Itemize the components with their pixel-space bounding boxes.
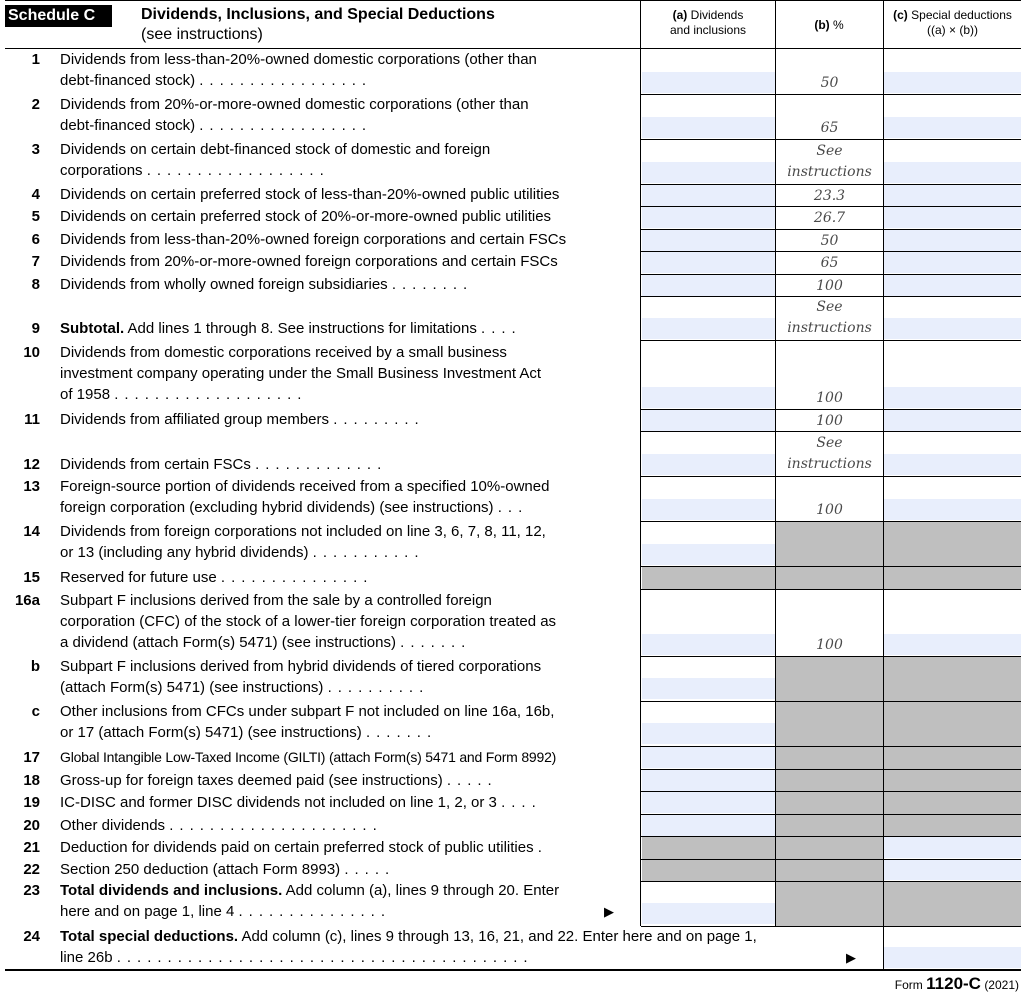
l16a-col-c-input[interactable] <box>884 634 1021 655</box>
l6-col-a-input[interactable] <box>642 230 775 251</box>
bottom-rule <box>5 969 1021 971</box>
l16b-shaded <box>776 656 1021 701</box>
line-6-number: 6 <box>31 231 40 248</box>
l13-col-a-input[interactable] <box>642 499 775 520</box>
l12-pct-line2: instructions <box>787 456 872 472</box>
line-16c-number: c <box>31 703 40 720</box>
line-16a-number: 16a <box>14 592 40 609</box>
line-3-number: 3 <box>31 141 40 158</box>
l1-col-c-input[interactable] <box>884 72 1021 93</box>
line-21-text: Deduction for dividends paid on certain preferred stock of public utilities . <box>60 839 548 856</box>
line-23-text: Total dividends and inclusions. Add column (a), lines 9 through 20. Enter here and on page 1, line 4 ............... <box>60 882 560 920</box>
form-footer: Form 1120-C (2021) <box>894 974 1019 993</box>
line-7-number: 7 <box>31 253 40 270</box>
l19-shaded <box>776 791 1021 814</box>
l3-col-c-input[interactable] <box>884 162 1021 183</box>
l22-shaded <box>642 859 884 881</box>
line-12-text: Dividends from certain FSCs ............. <box>60 456 388 473</box>
l16a-pct: 100 <box>816 637 843 653</box>
line-15-text: Reserved for future use ............... <box>60 569 374 586</box>
line-16b-number: b <box>30 658 40 675</box>
line-5-text: Dividends on certain preferred stock of 20%-or-more-owned public utilities <box>60 208 552 225</box>
l23-col-a-input[interactable] <box>642 903 775 924</box>
l16c-col-a-input[interactable] <box>642 723 775 744</box>
l19-col-a-input[interactable] <box>642 792 775 813</box>
l6-pct: 50 <box>820 233 839 249</box>
l2-col-a-input[interactable] <box>642 117 775 138</box>
line-15-number: 15 <box>23 569 40 586</box>
line-7-text: Dividends from 20%-or-more-owned foreign corporations and certain FSCs <box>60 253 558 270</box>
line-11-text: Dividends from affiliated group members ......... <box>60 411 425 428</box>
l14-col-a-input[interactable] <box>642 544 775 565</box>
line-17-number: 17 <box>23 749 40 766</box>
l17-shaded <box>776 746 1021 769</box>
l18-shaded <box>776 769 1021 792</box>
l21-col-c-input[interactable] <box>884 837 1021 858</box>
l13-col-c-input[interactable] <box>884 499 1021 520</box>
line-5-number: 5 <box>31 208 40 225</box>
l9-col-c-input[interactable] <box>884 318 1021 339</box>
schedule-subtitle: (see instructions) <box>141 26 263 43</box>
line-8-text: Dividends from wholly owned foreign subsidiaries ........ <box>60 276 474 293</box>
line-19-text: IC-DISC and former DISC dividends not included on line 1, 2, or 3 .... <box>60 794 542 811</box>
line-9-text: Subtotal. Add lines 1 through 8. See instructions for limitations .... <box>60 320 522 337</box>
l12-col-a-input[interactable] <box>642 454 775 475</box>
line-21-number: 21 <box>23 839 40 856</box>
l18-col-a-input[interactable] <box>642 770 775 791</box>
line-6-text: Dividends from less-than-20%-owned foreign corporations and certain FSCs <box>60 231 567 248</box>
l16c-shaded <box>776 701 1021 746</box>
l1-pct: 50 <box>820 75 839 91</box>
l8-pct: 100 <box>816 278 843 294</box>
top-rule <box>5 0 1021 1</box>
l16a-col-a-input[interactable] <box>642 634 775 655</box>
l22-col-c-input[interactable] <box>884 859 1021 880</box>
line-24-number: 24 <box>23 928 40 945</box>
l5-pct: 26.7 <box>813 210 846 226</box>
l10-col-c-input[interactable] <box>884 387 1021 408</box>
l11-pct: 100 <box>816 413 843 429</box>
l12-pct-line1: See <box>816 435 843 451</box>
l9-col-a-input[interactable] <box>642 318 775 339</box>
l17-col-a-input[interactable] <box>642 747 775 768</box>
line-16a-text: Subpart F inclusions derived from the sale by a controlled foreign corporation (CFC) of the stock of a lower-tier foreign corporation treated as a dividend (attach Form(s) 5471) (see instructions) ....... <box>60 592 557 651</box>
line-19-number: 19 <box>23 794 40 811</box>
l11-col-c-input[interactable] <box>884 410 1021 431</box>
l10-col-a-input[interactable] <box>642 387 775 408</box>
l20-shaded <box>776 814 1021 837</box>
line-22-number: 22 <box>23 861 40 878</box>
l15-shaded <box>642 566 1021 589</box>
line-12-number: 12 <box>23 456 40 473</box>
l14-shaded <box>776 521 1021 566</box>
l9-pct-line2: instructions <box>787 320 872 336</box>
l1-col-a-input[interactable] <box>642 72 775 93</box>
line-1-text: Dividends from less-than-20%-owned domestic corporations (other than debt-financed stock) ................. <box>60 51 537 89</box>
line-10-text: Dividends from domestic corporations received by a small business investment company operating under the Small Business Investment Act of 1958 ................... <box>60 344 542 403</box>
column-b-header: (b) % <box>814 18 844 32</box>
l5-col-a-input[interactable] <box>642 207 775 228</box>
l4-pct: 23.3 <box>813 188 846 204</box>
column-c-header: (c) Special deductions ((a) × (b)) <box>893 8 1012 37</box>
line-16b-text: Subpart F inclusions derived from hybrid dividends of tiered corporations (attach Form(s) 5471) (see instructions) .......... <box>60 658 542 696</box>
l4-col-a-input[interactable] <box>642 185 775 206</box>
line-23-arrow-icon: ▶ <box>604 904 614 919</box>
l8-col-a-input[interactable] <box>642 275 775 296</box>
line-18-text: Gross-up for foreign taxes deemed paid (see instructions) ..... <box>60 772 498 789</box>
line-24-text: Total special deductions. Add column (c), lines 9 through 13, 16, 21, and 22. Enter here and on page 1, line 26b ......................................... <box>60 928 757 966</box>
line-2-number: 2 <box>31 96 40 113</box>
l7-col-c-input[interactable] <box>884 252 1021 273</box>
l9-pct-line1: See <box>816 299 843 315</box>
col-c-left-rule <box>883 0 884 970</box>
line-4-number: 4 <box>31 186 40 203</box>
schedule-title: Dividends, Inclusions, and Special Deductions <box>141 6 495 23</box>
l20-col-a-input[interactable] <box>642 815 775 836</box>
l11-col-a-input[interactable] <box>642 410 775 431</box>
schedule-label: Schedule C <box>5 5 112 27</box>
line-10-number: 10 <box>23 344 40 361</box>
l2-col-c-input[interactable] <box>884 117 1021 138</box>
line-18-number: 18 <box>23 772 40 789</box>
line-9-number: 9 <box>31 320 40 337</box>
l3-pct-line1: See <box>816 143 843 159</box>
line-13-number: 13 <box>23 478 40 495</box>
line-14-text: Dividends from foreign corporations not included on line 3, 6, 7, 8, 11, 12, or 13 (including any hybrid dividends) ........... <box>60 523 546 561</box>
line-3-text: Dividends on certain debt-financed stock of domestic and foreign corporations .................. <box>60 141 491 179</box>
line-20-text: Other dividends ..................... <box>60 817 383 834</box>
line-2-text: Dividends from 20%-or-more-owned domestic corporations (other than debt-financed stock) ................. <box>60 96 529 134</box>
l21-shaded <box>642 836 884 859</box>
line-1-number: 1 <box>31 51 40 68</box>
line-20-number: 20 <box>23 817 40 834</box>
line-8-number: 8 <box>31 276 40 293</box>
line-23-number: 23 <box>23 882 40 899</box>
line-16c-text: Other inclusions from CFCs under subpart F not included on line 16a, 16b, or 17 (attach Form(s) 5471) (see instructions) ....... <box>60 703 555 741</box>
line-24-arrow-icon: ▶ <box>846 950 856 965</box>
l23-shaded <box>776 881 1021 926</box>
l6-col-c-input[interactable] <box>884 230 1021 251</box>
l5-col-c-input[interactable] <box>884 207 1021 228</box>
l24-col-c-input[interactable] <box>884 947 1021 968</box>
line-14-number: 14 <box>23 523 40 540</box>
l16b-col-a-input[interactable] <box>642 678 775 699</box>
l3-col-a-input[interactable] <box>642 162 775 183</box>
line-4-text: Dividends on certain preferred stock of less-than-20%-owned public utilities <box>60 186 560 203</box>
l7-pct: 65 <box>820 255 839 271</box>
l12-col-c-input[interactable] <box>884 454 1021 475</box>
line-22-text: Section 250 deduction (attach Form 8993) ..... <box>60 861 396 878</box>
l8-col-c-input[interactable] <box>884 275 1021 296</box>
line-17-text: Global Intangible Low-Taxed Income (GILTI) (attach Form(s) 5471 and Form 8992) <box>60 749 557 765</box>
column-a-header: (a) Dividends and inclusions <box>669 8 747 37</box>
l13-pct: 100 <box>816 502 843 518</box>
l4-col-c-input[interactable] <box>884 185 1021 206</box>
l7-col-a-input[interactable] <box>642 252 775 273</box>
l2-pct: 65 <box>820 120 839 136</box>
l10-pct: 100 <box>816 390 843 406</box>
line-13-text: Foreign-source portion of dividends received from a specified 10%-owned foreign corporation (excluding hybrid dividends) (see instructions) ... <box>60 478 550 516</box>
line-11-number: 11 <box>24 411 40 428</box>
l3-pct-line2: instructions <box>787 164 872 180</box>
